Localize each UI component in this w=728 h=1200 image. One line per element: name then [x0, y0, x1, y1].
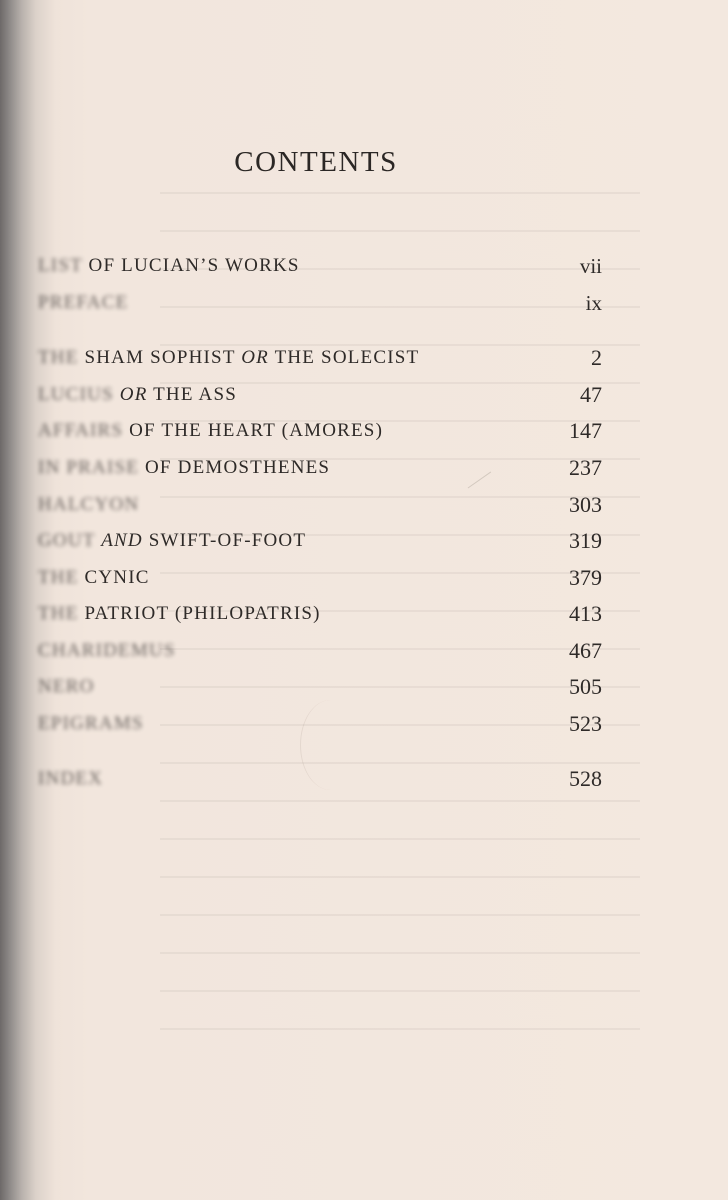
toc-entry-page: ix: [585, 291, 602, 315]
toc-entry-title: [38, 709, 144, 739]
toc-entry-faded-prefix: THE: [38, 347, 79, 368]
toc-entry-title: [38, 288, 128, 318]
toc-entry-preface: [38, 288, 602, 318]
toc-entry-page: 523: [569, 711, 602, 736]
toc-entry-gout: [38, 526, 602, 556]
toc-entry-faded-prefix: THE: [38, 603, 79, 624]
toc-entry-page: 319: [569, 528, 602, 553]
toc-entry-faded-prefix: LIST: [38, 255, 83, 276]
toc-entry-epigrams: [38, 709, 602, 739]
toc-entry-title: [38, 636, 176, 666]
toc-entry-page: 467: [569, 638, 602, 663]
toc-entry-halcyon: [38, 490, 602, 520]
toc-entry-affairs-of-the-heart: [38, 416, 602, 446]
page-title: CONTENTS: [234, 146, 398, 178]
toc-entry-title: [38, 764, 103, 794]
toc-entry-title: [38, 453, 330, 483]
toc-entry-text: THE ASS: [147, 384, 238, 405]
toc-entry-page: vii: [579, 254, 602, 278]
toc-entry-faded-prefix: PREFACE: [38, 292, 129, 313]
toc-entry-text: SHAM SOPHIST: [78, 347, 242, 368]
toc-entry-page: 303: [569, 492, 602, 517]
toc-entry-page: 2: [591, 345, 602, 370]
toc-entry-title: [38, 672, 95, 702]
toc-entry-praise-of-demosthenes: [38, 453, 602, 483]
toc-entry-title: [38, 380, 237, 410]
toc-entry-charidemus: [38, 636, 602, 666]
toc-entry-italic: OR: [119, 384, 148, 405]
toc-entry-page: 237: [569, 455, 602, 480]
toc-entry-list-of-works: [38, 251, 602, 281]
toc-entry-title: [38, 599, 321, 629]
toc-entry-faded-prefix: GOUT: [38, 530, 102, 551]
toc-entry-sham-sophist: [38, 343, 602, 373]
toc-entry-faded-prefix: IN PRAISE: [38, 457, 140, 478]
toc-entry-nero: [38, 672, 602, 702]
toc-entry-page: 505: [569, 674, 602, 699]
toc-entry-lucius: [38, 380, 602, 410]
toc-entry-title: [38, 490, 139, 520]
toc-entry-text: PATRIOT (PHILOPATRIS): [78, 603, 321, 624]
toc-entry-title: [38, 251, 300, 281]
toc-entry-title: [38, 416, 383, 446]
toc-entry-index: [38, 764, 602, 794]
toc-entry-page: 379: [569, 565, 602, 590]
toc-entry-page: 147: [569, 418, 602, 443]
toc-entry-text: CYNIC: [78, 567, 150, 588]
toc-entry-page: 47: [580, 382, 602, 407]
toc-entry-italic: OR: [241, 347, 269, 368]
toc-entry-faded-prefix: AFFAIRS: [38, 420, 124, 441]
toc-entry-title: [38, 563, 150, 593]
toc-entry-faded-prefix: NERO: [38, 676, 95, 697]
toc-entry-faded-prefix: CHARIDEMUS: [38, 640, 176, 661]
toc-entry-faded-prefix: HALCYON: [38, 494, 140, 515]
toc-entry-text: OF THE HEART (AMORES): [123, 420, 384, 441]
toc-entry-text: SWIFT-OF-FOOT: [142, 530, 307, 551]
toc-entry-page: 413: [569, 601, 602, 626]
toc-entry-faded-prefix: THE: [38, 567, 79, 588]
toc-entry-page: 528: [569, 766, 602, 791]
toc-entry-text: THE SOLECIST: [268, 347, 420, 368]
toc-entry-text: OF LUCIAN’S WORKS: [82, 255, 300, 276]
toc-entry-italic: AND: [101, 530, 143, 551]
toc-entry-text: OF DEMOSTHENES: [139, 457, 331, 478]
toc-entry-title: [38, 343, 419, 373]
toc-entry-cynic: [38, 563, 602, 593]
toc-entry-faded-prefix: INDEX: [38, 768, 104, 789]
toc-entry-patriot: [38, 599, 602, 629]
toc-entry-title: [38, 526, 306, 556]
toc-entry-faded-prefix: LUCIUS: [38, 384, 114, 405]
toc-entry-faded-prefix: EPIGRAMS: [38, 713, 144, 734]
